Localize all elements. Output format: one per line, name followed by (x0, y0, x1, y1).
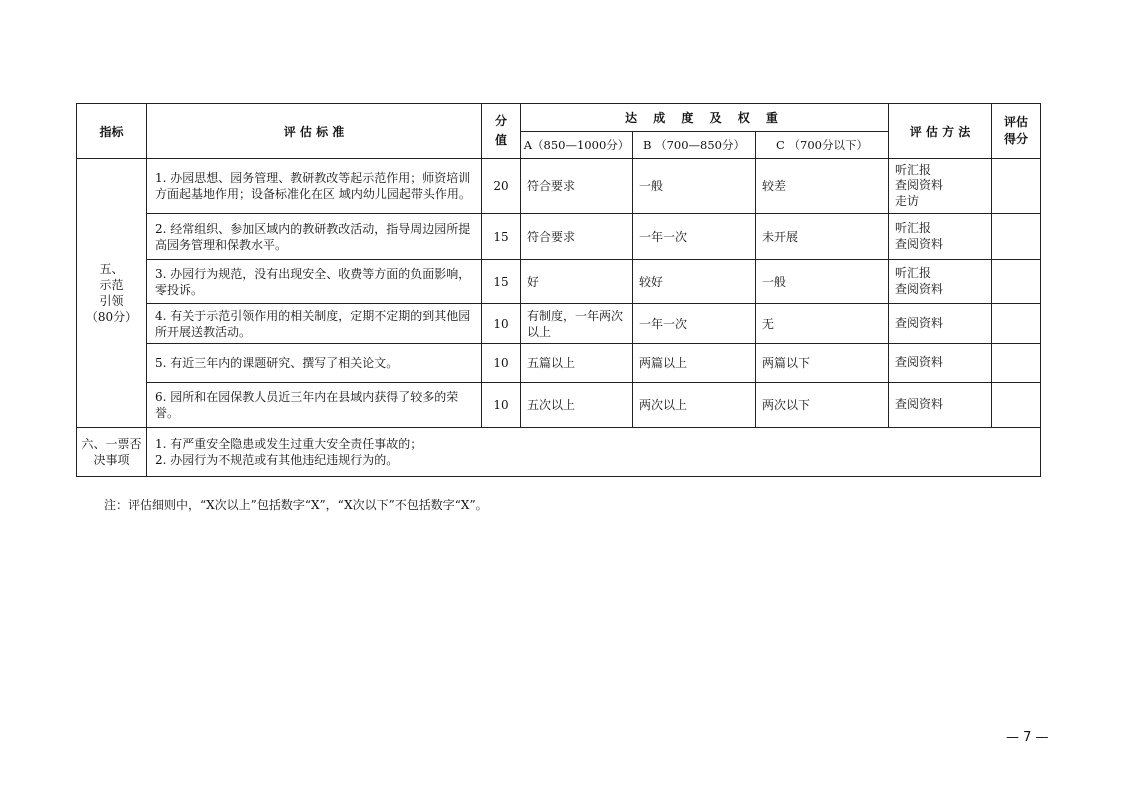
table-row (77, 214, 1041, 260)
standard-cell: 6. 园所和在园保教人员近三年内在县域内获得了较多的荣誉。 (147, 383, 482, 428)
result-cell (992, 304, 1041, 344)
level-c-cell: 两篇以下 (756, 344, 889, 383)
footnote: 注：评估细则中，“X次以上”包括数字“X”，“X次以下”不包括数字“X”。 (104, 498, 488, 512)
level-b-cell: 两篇以上 (633, 344, 756, 383)
category-veto: 六、一票否决事项 (77, 428, 147, 477)
score-cell: 10 (482, 344, 521, 383)
result-cell (992, 344, 1041, 383)
header-result: 评估得分 (992, 104, 1041, 159)
header-indicator: 指标 (77, 104, 147, 159)
level-c-cell: 未开展 (756, 214, 889, 260)
level-b-cell: 一般 (633, 159, 756, 214)
level-c-cell: 一般 (756, 260, 889, 304)
standard-cell: 1. 办园思想、园务管理、教研教改等起示范作用；师资培训方面起基地作用；设备标准化在区 域内幼儿园起带头作用。 (147, 159, 482, 214)
score-cell: 10 (482, 383, 521, 428)
method-cell: 听汇报 查阅资料 (889, 214, 992, 260)
header-level-b: B （700—850分） (633, 132, 756, 159)
score-cell: 15 (482, 214, 521, 260)
level-c-cell: 无 (756, 304, 889, 344)
table-row (77, 260, 1041, 304)
header-score: 分值 (482, 104, 521, 159)
table-row (77, 304, 1041, 344)
method-cell: 查阅资料 (889, 304, 992, 344)
category-demonstration: 五、 示范 引领 （80分） (77, 159, 147, 428)
header-standard: 评 估 标 准 (147, 104, 482, 159)
method-cell: 查阅资料 (889, 383, 992, 428)
evaluation-table (76, 103, 1041, 477)
veto-items (147, 428, 1041, 477)
veto-item: 1. 有严重安全隐患或发生过重大安全责任事故的； (155, 437, 423, 451)
level-c-cell: 较差 (756, 159, 889, 214)
standard-cell: 4. 有关于示范引领作用的相关制度，定期不定期的到其他园所开展送教活动。 (147, 304, 482, 344)
veto-item: 2. 办园行为不规范或有其他违纪违规行为的。 (155, 453, 399, 467)
standard-cell: 5. 有近三年内的课题研究、撰写了相关论文。 (147, 344, 482, 383)
score-cell: 15 (482, 260, 521, 304)
header-level-c: C （700分以下） (756, 132, 889, 159)
level-b-cell: 较好 (633, 260, 756, 304)
level-a-cell: 符合要求 (521, 159, 633, 214)
level-c-cell: 两次以下 (756, 383, 889, 428)
standard-cell: 3. 办园行为规范，没有出现安全、收费等方面的负面影响，零投诉。 (147, 260, 482, 304)
result-cell (992, 260, 1041, 304)
level-a-cell: 好 (521, 260, 633, 304)
result-cell (992, 159, 1041, 214)
header-achievement: 达 成 度 及 权 重 (521, 104, 889, 132)
header-level-a: A（850—1000分） (521, 132, 633, 159)
level-a-cell: 五次以上 (521, 383, 633, 428)
standard-cell: 2. 经常组织、参加区域内的教研教改活动，指导周边园所提高园务管理和保教水平。 (147, 214, 482, 260)
level-a-cell: 五篇以上 (521, 344, 633, 383)
level-a-cell: 符合要求 (521, 214, 633, 260)
method-cell: 查阅资料 (889, 344, 992, 383)
table-row (77, 428, 1041, 477)
level-b-cell: 一年一次 (633, 214, 756, 260)
header-method: 评 估 方 法 (889, 104, 992, 159)
table-row (77, 344, 1041, 383)
result-cell (992, 383, 1041, 428)
score-cell: 20 (482, 159, 521, 214)
page-number: — 7 — (1006, 730, 1049, 745)
method-cell: 听汇报 查阅资料 (889, 260, 992, 304)
table-row (77, 159, 1041, 214)
level-b-cell: 一年一次 (633, 304, 756, 344)
table-row (77, 383, 1041, 428)
score-cell: 10 (482, 304, 521, 344)
method-cell: 听汇报 查阅资料 走访 (889, 159, 992, 214)
level-b-cell: 两次以上 (633, 383, 756, 428)
level-a-cell: 有制度，一年两次以上 (521, 304, 633, 344)
result-cell (992, 214, 1041, 260)
